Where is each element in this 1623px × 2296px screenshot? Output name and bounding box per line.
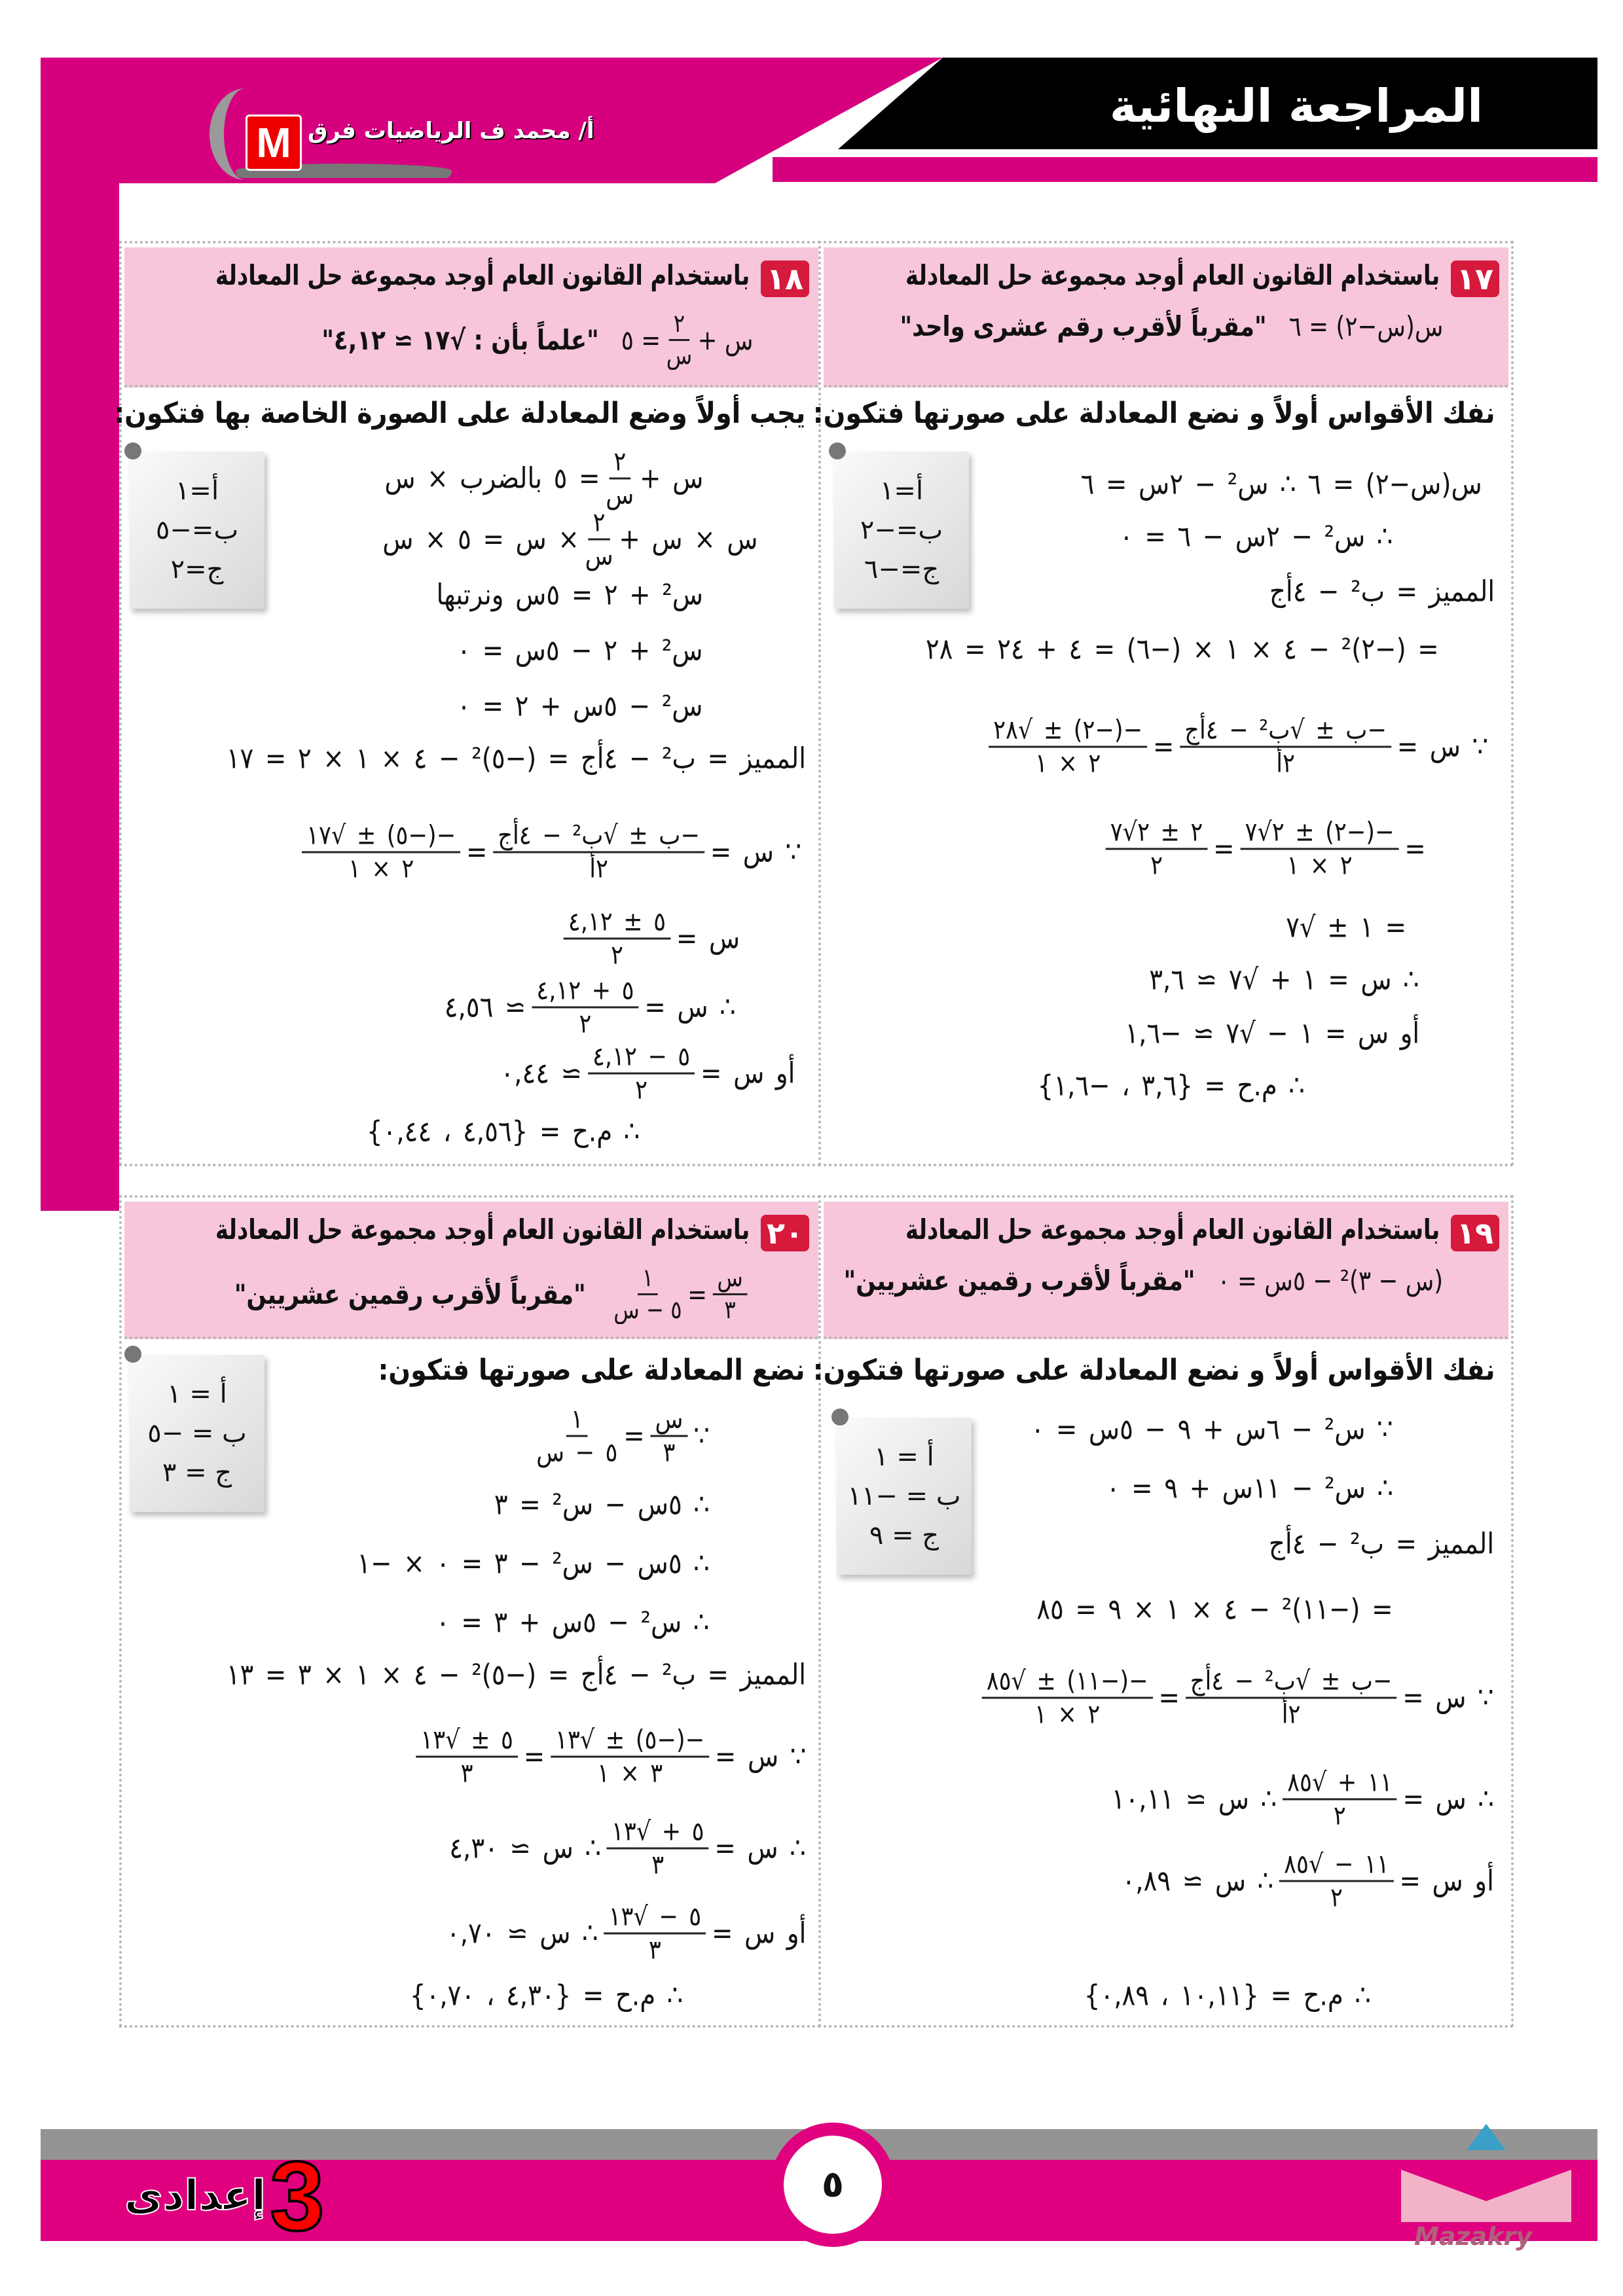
math-text: = ٥ <box>621 323 661 356</box>
solution-step <box>1269 575 1495 609</box>
solution-step <box>410 1979 683 2013</box>
solution-step <box>227 1659 806 1692</box>
fraction <box>1186 1667 1397 1729</box>
math-text: ∵ س = <box>1402 1681 1494 1715</box>
problem-20 <box>119 1195 821 2028</box>
problem-number-badge: ١٩ <box>1451 1215 1499 1251</box>
fraction <box>1279 1850 1394 1912</box>
solution-step <box>983 716 1488 778</box>
math-text: أو س = <box>700 1056 795 1090</box>
problem-equation <box>321 310 753 370</box>
coefficient: ب=−٢ <box>860 515 943 545</box>
math-text: س × س + <box>619 522 758 556</box>
fraction-numerator: ٥ + √١٣ <box>607 1818 709 1850</box>
coefficient: ج = ٩ <box>869 1520 939 1551</box>
math-text: س² + ٢ − ٥س = ٠ <box>457 634 703 668</box>
math-text: المميز = ب² − ٤أج <box>1268 1527 1494 1561</box>
math-text: = <box>1158 1681 1180 1715</box>
problem-header <box>824 247 1508 387</box>
coefficients-note <box>130 452 264 609</box>
approximation-note: "علماً بأن : √١٧ ≃ ٤,١٢" <box>321 323 599 356</box>
problem-equation <box>843 1265 1443 1297</box>
math-text: = ١ ± √٧ <box>1286 910 1406 944</box>
fraction-denominator: س <box>585 541 614 571</box>
equation-math <box>1217 1265 1443 1297</box>
solution-step <box>494 1488 710 1522</box>
approximation-note: "مقرباً لأقرب رقم عشرى واحد" <box>899 310 1267 342</box>
fraction-denominator: ٢ × ١ <box>348 853 414 884</box>
math-text: المميز = ب² − ٤أج = (−٥)² − ٤ × ١ × ٢ = ١٧ <box>226 742 806 776</box>
fraction <box>1180 716 1391 778</box>
coefficient: ب = −٥ <box>147 1418 247 1448</box>
solution-step <box>383 509 758 571</box>
solution-step <box>357 1547 710 1581</box>
math-text: س + <box>639 461 703 495</box>
fraction <box>989 716 1147 778</box>
fraction-numerator: −ب ± √ب² − ٤أج <box>493 821 704 853</box>
fraction <box>666 310 691 370</box>
fraction-denominator: ٢ × ١ <box>1034 748 1101 779</box>
coefficient: ب = −١١ <box>847 1481 961 1511</box>
fraction <box>564 908 670 970</box>
fraction-numerator: ٥ ± ٤,١٢ <box>564 908 670 940</box>
solution-step <box>458 690 703 723</box>
solution-intro: نفك الأقواس أولاً و نضع المعادلة على صورتها فتكون: <box>813 1354 1495 1387</box>
math-text: ∴ م.ح = {٣,٦ ، −١,٦} <box>1037 1069 1305 1103</box>
fraction <box>585 509 613 571</box>
fraction <box>1283 1768 1397 1831</box>
fraction <box>606 448 634 510</box>
problem-title: باستخدام القانون العام أوجد مجموعة حل المعادلة <box>905 259 1440 291</box>
solution-step <box>436 1606 710 1640</box>
approximation-note: "مقرباً لأقرب رقمين عشريين" <box>234 1278 586 1310</box>
fraction <box>416 1726 518 1788</box>
math-text: س² − ٥س + ٢ = ٠ <box>457 689 703 723</box>
math-text: ∵ س² − ٦س + ٩ − ٥س = ٠ <box>1030 1412 1393 1446</box>
math-text: ∴ س = <box>714 1831 806 1865</box>
math-text: (س − ٣)² − ٥س = ٠ <box>1217 1265 1443 1297</box>
math-text: ∴ ٥س − س² = ٣ <box>494 1488 710 1522</box>
fraction <box>536 1405 617 1467</box>
math-text: = <box>623 1419 645 1453</box>
coefficients-note <box>834 452 969 609</box>
pushpin-icon <box>124 1346 141 1363</box>
math-text: ∴ س ≃ ٠,٧٠ <box>446 1916 598 1950</box>
solution-step <box>1149 963 1419 997</box>
problem-title: باستخدام القانون العام أوجد مجموعة حل المعادلة <box>215 1213 750 1246</box>
coefficient: أ=١ <box>175 476 219 506</box>
math-text: أو س = <box>1399 1864 1494 1898</box>
math-text: ≃ ٠,٤٤ <box>500 1056 582 1090</box>
math-text: س(س−٢) = ٦ ∴ س² − ٢س = ٦ <box>1080 467 1482 501</box>
pushpin-icon <box>829 442 846 459</box>
problem-equation <box>900 310 1443 342</box>
fraction-numerator: −(−٢) ± √٢٨ <box>989 716 1147 748</box>
fraction-numerator: ٢ <box>609 448 630 480</box>
coefficient: ج = ٣ <box>162 1458 232 1488</box>
solution-step <box>1084 1979 1371 2013</box>
fraction-numerator: ٢ ± ٢√٧ <box>1106 818 1208 850</box>
solution-step <box>1106 1472 1393 1505</box>
math-text: المميز = ب² − ٤أج <box>1269 575 1495 609</box>
solution-step <box>227 742 806 776</box>
math-text: ∴ س = <box>1402 1782 1494 1816</box>
graduation-cap-icon <box>1467 2124 1506 2150</box>
fraction <box>493 821 704 884</box>
math-text: ∴ س ≃ ٤,٣٠ <box>449 1831 602 1865</box>
math-text: س(س−٢) = ٦ <box>1288 310 1443 342</box>
fraction-denominator: ٥ − س <box>613 1295 682 1324</box>
math-text: = <box>1404 832 1426 866</box>
left-pink-band <box>41 182 119 1211</box>
open-book-icon <box>1401 2170 1571 2222</box>
logo-letter: M <box>246 115 302 171</box>
math-text: ≃ ٤,٥٦ <box>444 990 526 1024</box>
fraction-numerator: −ب ± √ب² − ٤أج <box>1180 716 1391 748</box>
coefficient: أ=١ <box>879 476 924 506</box>
solution-step <box>447 1903 806 1965</box>
solution-step <box>1122 1850 1494 1912</box>
math-text: ∵ <box>693 1419 710 1453</box>
fraction <box>302 821 460 884</box>
math-text: ∴ م.ح = {١٠,١١ ، ٠,٨٩} <box>1084 1979 1371 2013</box>
fraction-numerator: −(−١١) ± √٨٥ <box>982 1667 1153 1699</box>
coefficient: أ = ١ <box>167 1379 227 1409</box>
fraction-denominator: ٢ <box>1333 1801 1346 1831</box>
math-text: ∴ س = <box>644 990 736 1024</box>
solution-step <box>1038 1069 1305 1103</box>
math-text: ∴ س² − ٢س − ٦ = ٠ <box>1120 520 1393 554</box>
coefficient: أ = ١ <box>874 1442 934 1472</box>
fraction-numerator: ٥ + ٤,١٢ <box>532 977 638 1009</box>
fraction-denominator: ٣ <box>648 1935 661 1965</box>
fraction <box>982 1667 1153 1729</box>
fraction-denominator: ٣ <box>724 1295 736 1324</box>
fraction <box>604 1903 706 1965</box>
solution-step <box>296 821 801 884</box>
math-text: ∴ م.ح = {٤,٥٦ ، ٠,٤٤} <box>366 1115 640 1149</box>
fraction-denominator: ٢ <box>579 1009 592 1039</box>
fraction <box>551 1726 709 1788</box>
math-text: س = <box>676 922 740 956</box>
solution-step <box>1081 468 1482 501</box>
math-text: = (−١١)² − ٤ × ١ × ٩ = ٨٥ <box>1036 1592 1393 1626</box>
problem-equation <box>234 1265 753 1324</box>
problem-header <box>824 1202 1508 1339</box>
solution-step <box>410 1726 806 1788</box>
pushpin-icon <box>124 442 141 459</box>
math-text: س² + ٢ = ٥س ونرتبها <box>436 578 703 612</box>
logo-text: أ/ محمد ف الرياضيات فرق <box>308 118 594 144</box>
math-text: = (−٢)² − ٤ × ١ × (−٦) = ٤ + ٢٤ = ٢٨ <box>926 632 1439 666</box>
math-text: = <box>687 1278 707 1310</box>
math-text: ∴ س = ١ + √٧ ≃ ٣,٦ <box>1149 963 1419 997</box>
math-text: ∵ س = <box>1396 730 1488 764</box>
fraction <box>1106 818 1208 880</box>
coefficients-note <box>837 1418 972 1575</box>
solution-step <box>437 579 703 612</box>
solution-step <box>1286 911 1406 944</box>
solution-step <box>458 634 703 668</box>
fraction-denominator: ٢أ <box>1281 1699 1301 1730</box>
fraction-numerator: ١١ + √٨٥ <box>1283 1768 1397 1801</box>
solution-intro: يجب أولاً وضع المعادلة على الصورة الخاصة بها فتكون: <box>114 397 805 430</box>
fraction-numerator: ٢ <box>668 310 689 341</box>
math-text: أو س = <box>711 1916 806 1950</box>
problem-number-badge: ١٨ <box>761 260 809 297</box>
math-text: ∴ ٥س − س² − ٣ = ٠ × −١ <box>357 1547 710 1581</box>
fraction-denominator: ٢أ <box>589 853 608 884</box>
solution-step <box>1112 1768 1494 1831</box>
math-text: ∴ م.ح = {٤,٣٠ ، ٠,٧٠} <box>409 1979 683 2013</box>
solution-step <box>1120 520 1393 554</box>
equation-math <box>608 1265 753 1324</box>
problem-title: باستخدام القانون العام أوجد مجموعة حل المعادلة <box>905 1213 1440 1246</box>
math-text: = <box>1152 730 1175 764</box>
fraction-numerator: −ب ± √ب² − ٤أج <box>1186 1667 1397 1699</box>
fraction-numerator: س <box>712 1265 747 1295</box>
fraction <box>607 1818 709 1880</box>
problem-header <box>124 1202 818 1339</box>
fraction-denominator: ٣ × ١ <box>596 1758 663 1789</box>
problem-header <box>124 247 818 387</box>
fraction-denominator: س <box>666 340 692 370</box>
solution-step <box>530 1405 710 1467</box>
fraction-numerator: −(−٥) ± √١٧ <box>302 821 460 853</box>
grade-text: إعدادى <box>124 2172 266 2220</box>
solution-intro: نفك الأقواس أولاً و نضع المعادلة على صورتها فتكون: <box>813 397 1495 430</box>
solution-step <box>926 633 1439 666</box>
brand-text: Mazakry <box>1414 2222 1532 2251</box>
coefficient: ب=−٥ <box>155 515 239 545</box>
fraction-denominator: ٢ <box>1150 850 1163 881</box>
math-text: = <box>523 1740 545 1774</box>
coefficient: ج=٢ <box>170 554 224 584</box>
fraction <box>588 1043 695 1105</box>
solution-step <box>367 1115 640 1149</box>
solution-step <box>1037 1593 1393 1626</box>
approximation-note: "مقرباً لأقرب رقمين عشريين" <box>843 1265 1195 1297</box>
fraction-numerator: −(−٢) ± ٢√٧ <box>1241 818 1399 850</box>
problem-18 <box>114 241 821 1166</box>
math-text: س + <box>697 323 753 356</box>
math-text: ∴ س ≃ ٠,٨٩ <box>1122 1864 1274 1898</box>
math-text: ∴ س² − ٥س + ٣ = ٠ <box>436 1605 710 1640</box>
solution-step <box>976 1667 1494 1729</box>
fraction <box>651 1405 688 1467</box>
fraction-numerator: ٢ <box>589 509 610 541</box>
fraction-denominator: ٢ × ١ <box>1286 850 1353 881</box>
page-number: ٥ <box>784 2136 882 2234</box>
fraction-numerator: ١ <box>638 1265 658 1295</box>
math-text: أو س = ١ − √٧ ≃ −١,٦ <box>1125 1016 1419 1050</box>
fraction-numerator: ٥ − √١٣ <box>604 1903 706 1935</box>
fraction-numerator: س <box>651 1405 688 1437</box>
coefficients-note <box>130 1355 264 1512</box>
solution-step <box>1125 1017 1419 1050</box>
brand-logo <box>1388 2124 1584 2255</box>
publisher-logo <box>210 88 594 183</box>
fraction <box>712 1265 747 1324</box>
fraction <box>532 977 638 1039</box>
math-text: ∴ س ≃ ١٠,١١ <box>1111 1782 1277 1816</box>
problem-17 <box>813 241 1514 1166</box>
solution-step <box>1100 818 1426 880</box>
math-text: ∵ س = <box>714 1740 806 1774</box>
fraction-numerator: ١١ − √٨٥ <box>1279 1850 1394 1882</box>
math-text: = ٥ بالضرب × س <box>384 461 600 495</box>
math-text: = <box>1213 832 1235 866</box>
math-text: = <box>465 835 488 869</box>
grade-label <box>124 2141 325 2251</box>
solution-step <box>445 977 736 1039</box>
fraction-denominator: ٣ <box>460 1758 473 1789</box>
fraction-denominator: ٣ <box>651 1850 665 1880</box>
fraction-denominator: ٣ <box>663 1437 676 1468</box>
fraction-numerator: −(−٥) ± √١٣ <box>551 1726 709 1758</box>
fraction-numerator: ٥ − ٤,١٢ <box>588 1043 695 1075</box>
equation-math <box>1288 310 1443 342</box>
fraction-denominator: ٢ <box>1330 1882 1343 1913</box>
fraction <box>1241 818 1399 880</box>
solution-step <box>1031 1413 1393 1446</box>
solution-step <box>1269 1528 1494 1561</box>
solution-step <box>500 1043 795 1105</box>
fraction <box>613 1265 682 1324</box>
equation-math <box>621 310 753 370</box>
fraction-denominator: ٥ − س <box>536 1437 618 1468</box>
solution-intro: نضع المعادلة على صورتها فتكون: <box>378 1354 805 1387</box>
solution-step <box>558 908 740 970</box>
problem-title: باستخدام القانون العام أوجد مجموعة حل المعادلة <box>215 259 750 291</box>
solution-step <box>449 1818 806 1880</box>
fraction-denominator: ٢ × ١ <box>1034 1699 1101 1730</box>
math-text: ∴ س² − ١١س + ٩ = ٠ <box>1106 1471 1393 1505</box>
coefficient: ج=−٦ <box>864 554 939 584</box>
fraction-denominator: ٢ <box>634 1075 647 1105</box>
grade-number: 3 <box>270 2141 325 2251</box>
fraction-denominator: ٢ <box>610 940 623 971</box>
problem-number-badge: ١٧ <box>1451 260 1499 297</box>
pushpin-icon <box>831 1408 848 1426</box>
problem-19 <box>813 1195 1514 2028</box>
header-pink-strip <box>773 157 1597 182</box>
problem-number-badge: ٢٠ <box>761 1215 809 1251</box>
fraction-denominator: س <box>605 480 634 511</box>
fraction-denominator: ٢أ <box>1275 748 1295 779</box>
page-title: المراجعة النهائية <box>1109 79 1484 133</box>
solution-step <box>384 448 703 510</box>
math-text: ∵ س = <box>710 835 801 869</box>
fraction-numerator: ٥ ± √١٣ <box>416 1726 518 1758</box>
math-text: × س = ٥ × س <box>382 522 580 556</box>
fraction-numerator: ١ <box>566 1405 588 1437</box>
math-text: المميز = ب² − ٤أج = (−٥)² − ٤ × ١ × ٣ = ١٣ <box>226 1658 806 1692</box>
